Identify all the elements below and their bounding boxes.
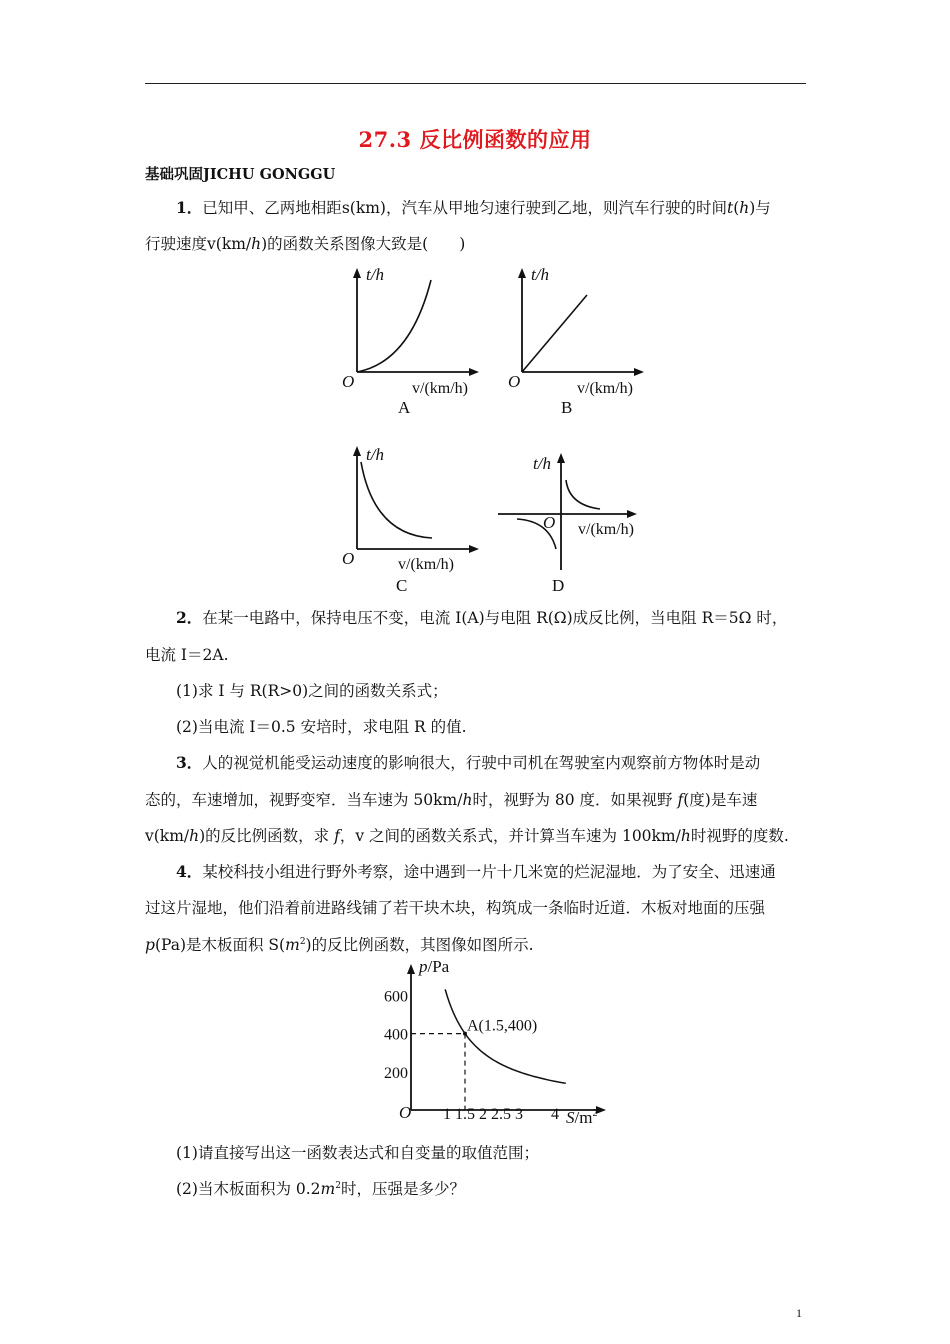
chart-x-label: $S/m^2$ [566,1108,598,1127]
q3-line3: v(km/h)的反比例函数，求 f，v 之间的函数关系式，并计算当车速为 100km/h时视野的度数. [145,827,789,845]
x-tick-label: 1.5 [455,1106,475,1123]
q4-sub1: (1)请直接写出这一函数表达式和自变量的取值范围； [176,1144,539,1162]
option-label-a: A [398,398,411,417]
origin-label: O [342,549,355,568]
origin-label: O [508,372,521,391]
y-axis-label: t/h [366,265,384,284]
q1-line2: 行驶速度v(km/h)的函数关系图像大致是( ) [145,235,466,253]
x-axis-label: v/(km/h) [577,380,633,397]
x-axis-label: v/(km/h) [578,521,634,538]
q4-line3: p(Pa)是木板面积 $S(m^2)$的反比例函数，其图像如图所示. [145,936,534,954]
x-axis-label: v/(km/h) [398,556,454,573]
q1-line1: 1．已知甲、乙两地相距s(km)，汽车从甲地匀速行驶到乙地，则汽车行驶的时间t(h)与 [176,198,771,217]
y-tick-label: 400 [384,1026,408,1044]
q2-sub1: (1)求 I 与 R(R>0)之间的函数关系式； [176,682,448,700]
y-axis-label: t/h [533,454,551,473]
q3-line2: 态的，车速增加，视野变窄．当车速为 50km/h时，视野为 80 度．如果视野 f(度)是车速 [145,791,758,809]
y-axis-label: t/h [366,445,384,464]
pressure-area-chart [370,950,620,1130]
y-axis-label: t/h [531,265,549,284]
q4-line1: 4．某校科技小组进行野外考察，途中遇到一片十几米宽的烂泥湿地．为了安全、迅速通 [176,862,776,881]
option-label-d: D [552,576,565,595]
graph-b [495,262,655,422]
x-tick-label: 2.5 [491,1106,511,1123]
header-rule [145,83,806,84]
q4-sub2: (2)当木板面积为 $0.2m^2$时，压强是多少？ [176,1180,465,1198]
q2-line1: 2．在某一电路中，保持电压不变，电流 I(A)与电阻 R(Ω)成反比例，当电阻 R＝5Ω 时， [176,608,788,627]
section-heading: 基础巩固JICHU GONGGU [145,166,336,183]
x-tick-label: 4 [551,1106,559,1123]
q2-line2: 电流 I＝2A. [145,646,229,664]
x-axis-label: v/(km/h) [412,380,468,397]
y-tick-label: 600 [384,988,408,1006]
page-title: 27.3 反比例函数的应用 [358,127,592,152]
y-tick-label: 200 [384,1064,408,1082]
page-number: 1 [796,1306,802,1320]
x-tick-label: 2 [479,1106,487,1123]
q4-line2: 过这片湿地，他们沿着前进路线铺了若干块木块，构筑成一条临时近道．木板对地面的压强 [145,899,766,917]
point-a-label: A(1.5,400) [467,1017,538,1035]
q2-sub2: (2)当电流 I＝0.5 安培时，求电阻 R 的值. [176,718,467,736]
option-label-b: B [561,398,573,417]
x-tick-label: 3 [515,1106,523,1123]
chart-y-label: p/Pa [419,957,450,976]
option-label-c: C [396,576,408,595]
origin-label: O [342,372,355,391]
graph-c [330,440,490,600]
inverse-curve [445,989,566,1083]
graph-a [330,262,490,422]
chart-origin: O [399,1103,412,1122]
graph-d [495,445,655,605]
q3-line1: 3．人的视觉机能受运动速度的影响很大，行驶中司机在驾驶室内观察前方物体时是动 [176,753,761,772]
x-tick-label: 1 [443,1106,451,1123]
origin-label: O [543,513,556,532]
